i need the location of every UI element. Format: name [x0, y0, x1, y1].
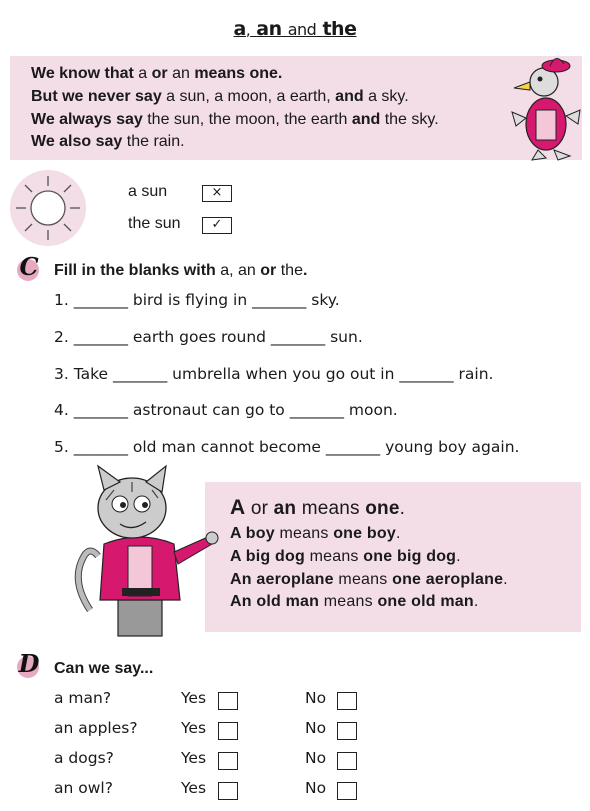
question-d-4: an owl? [54, 779, 113, 797]
yes-label: Yes [181, 689, 207, 707]
intro-line-2: But we never say a sun, a moon, a earth, and a sky. [31, 88, 409, 105]
section-d-badge: D [18, 649, 40, 678]
page-title: a, an and the [233, 18, 357, 40]
check-mark-box: ✓ [202, 217, 232, 234]
no-label: No [305, 749, 327, 767]
rule-line-3: An aeroplane means one aeroplane. [230, 571, 508, 588]
cross-mark-box: × [202, 185, 232, 202]
question-d-3: a dogs? [54, 749, 114, 767]
no-label: No [305, 779, 327, 797]
yes-label: Yes [181, 749, 207, 767]
yes-checkbox[interactable] [218, 692, 238, 710]
yes-checkbox[interactable] [218, 782, 238, 800]
no-checkbox[interactable] [337, 722, 357, 740]
no-label: No [305, 719, 327, 737]
no-checkbox[interactable] [337, 692, 357, 710]
rule-line-4: An old man means one old man. [230, 593, 479, 610]
cat-illustration [70, 460, 220, 640]
section-d-heading: Can we say... [54, 660, 154, 677]
sun-label-1: a sun [128, 183, 168, 200]
yes-label: Yes [181, 719, 207, 737]
exercise-c-4: 4. _______ astronaut can go to _______ moon. [54, 401, 398, 419]
sun-label-2: the sun [128, 215, 181, 232]
exercise-c-1: 1. _______ bird is flying in _______ sky. [54, 291, 340, 309]
sun-icon [8, 168, 88, 248]
rule-line-2: A big dog means one big dog. [230, 548, 461, 565]
rule-heading: A or an means one. [230, 496, 406, 519]
intro-line-1: We know that a or an means one. [31, 65, 283, 82]
question-d-2: an apples? [54, 719, 138, 737]
no-label: No [305, 689, 327, 707]
yes-label: Yes [181, 779, 207, 797]
no-checkbox[interactable] [337, 782, 357, 800]
rule-panel [205, 482, 581, 632]
intro-panel [10, 56, 582, 160]
exercise-c-5: 5. _______ old man cannot become _______ young boy again. [54, 438, 520, 456]
yes-checkbox[interactable] [218, 722, 238, 740]
no-checkbox[interactable] [337, 752, 357, 770]
exercise-c-3: 3. Take _______ umbrella when you go out in _______ rain. [54, 365, 494, 383]
rule-line-1: A boy means one boy. [230, 525, 401, 542]
section-c-heading: Fill in the blanks with a, an or the. [54, 262, 308, 279]
exercise-c-2: 2. _______ earth goes round _______ sun. [54, 328, 363, 346]
question-d-1: a man? [54, 689, 112, 707]
section-c-badge: C [19, 252, 39, 281]
bird-illustration [500, 52, 588, 164]
intro-line-3: We always say the sun, the moon, the earth and the sky. [31, 111, 439, 128]
intro-line-4: We also say the rain. [31, 133, 185, 150]
yes-checkbox[interactable] [218, 752, 238, 770]
